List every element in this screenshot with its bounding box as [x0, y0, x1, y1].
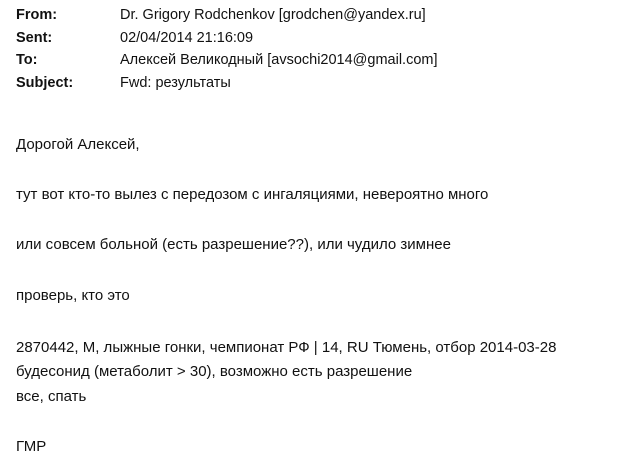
body-line: все, спать: [16, 388, 87, 405]
body-line: будесонид (метаболит > 30), возможно есть разрешение: [16, 363, 413, 380]
from-label: From:: [16, 7, 58, 24]
subject-label: Subject:: [16, 74, 74, 91]
body-line: или совсем больной (есть разрешение??), или чудило зимнее: [16, 236, 451, 253]
subject-value: Fwd: результаты: [120, 74, 231, 91]
to-row: [16, 49, 438, 72]
sent-row: [16, 27, 438, 50]
greeting: Дорогой Алексей,: [16, 136, 140, 153]
body-line: проверь, кто это: [16, 287, 130, 304]
body-line: 2870442, М, лыжные гонки, чемпионат РФ | 14, RU Тюмень, отбор 2014-03-28: [16, 339, 557, 356]
from-row: [16, 4, 438, 27]
subject-row: [16, 72, 438, 95]
sent-label: Sent:: [16, 29, 53, 46]
signature: ГМР: [16, 438, 47, 455]
to-value[interactable]: Алексей Великодный [avsochi2014@gmail.com]: [120, 52, 438, 69]
to-label: To:: [16, 52, 38, 69]
from-value[interactable]: Dr. Grigory Rodchenkov [grodchen@yandex.ru]: [120, 7, 426, 24]
sent-value: 02/04/2014 21:16:09: [120, 29, 254, 46]
email-header: [16, 4, 438, 94]
body-line: тут вот кто-то вылез с передозом с ингаляциями, невероятно много: [16, 186, 489, 203]
